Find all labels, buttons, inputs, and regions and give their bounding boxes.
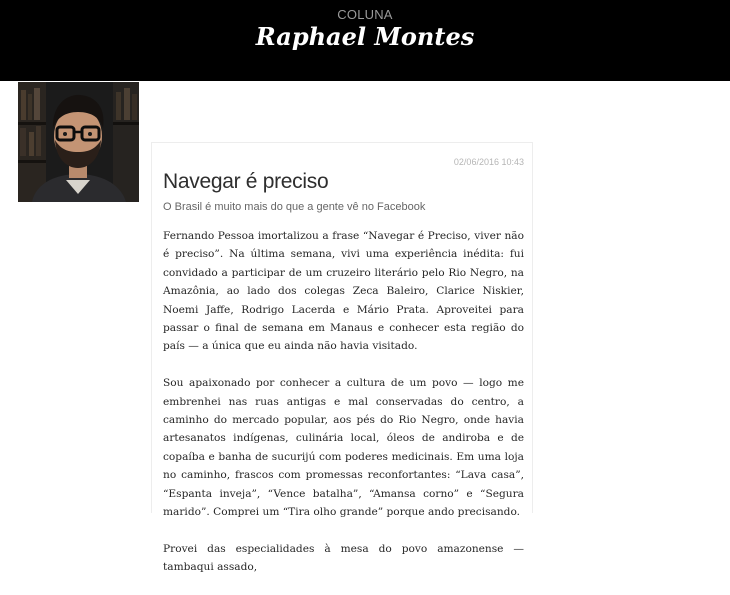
columnist-name[interactable]: Raphael Montes <box>255 22 475 51</box>
article-title[interactable]: Navegar é preciso <box>163 170 329 193</box>
column-kicker: COLUNA <box>337 7 393 22</box>
author-portrait-image <box>18 82 139 202</box>
column-header <box>0 0 730 81</box>
article-timestamp: 02/06/2016 10:43 <box>453 157 524 167</box>
author-photo[interactable] <box>18 82 139 202</box>
article-paragraph: Sou apaixonado por conhecer a cultura de um povo — logo me embrenhei nas ruas antigas e mal conservadas do centro, a caminho do mercado popular, aos pés do Rio Negro, onde havia artesanatos indígenas, culinária local, óleos de andiroba e de copaíba e banha de sucurijú com poderes medicinais. Em uma loja no caminho, frascos com promessas reconfortantes: “Lava casa”, “Espanta inveja”, “Vence batalha”, “Amansa corno” e “Segura marido”. Comprei um “Tira olho grande” porque ando precisando. <box>163 377 524 519</box>
article-paragraph: Provei das especialidades à mesa do povo amazonense — tambaqui assado, <box>163 542 524 574</box>
article-subtitle: O Brasil é muito mais do que a gente vê no Facebook <box>163 201 426 213</box>
article-body <box>163 227 524 595</box>
article-paragraph: Fernando Pessoa imortalizou a frase “Navegar é Preciso, viver não é preciso”. Na última semana, vivi uma experiência inédita: fui convidado a participar de um cruzeiro literário pelo Rio Negro, na Amazônia, ao lado dos colegas Zeca Baleiro, Clarice Niskier, Noemi Jaffe, Rodrigo Lacerda e Mário Prata. Aproveitei para passar o final de semana em Manaus e conhecer esta região do país — a única que eu ainda não havia visitado. <box>163 230 524 353</box>
article-card <box>151 142 533 574</box>
